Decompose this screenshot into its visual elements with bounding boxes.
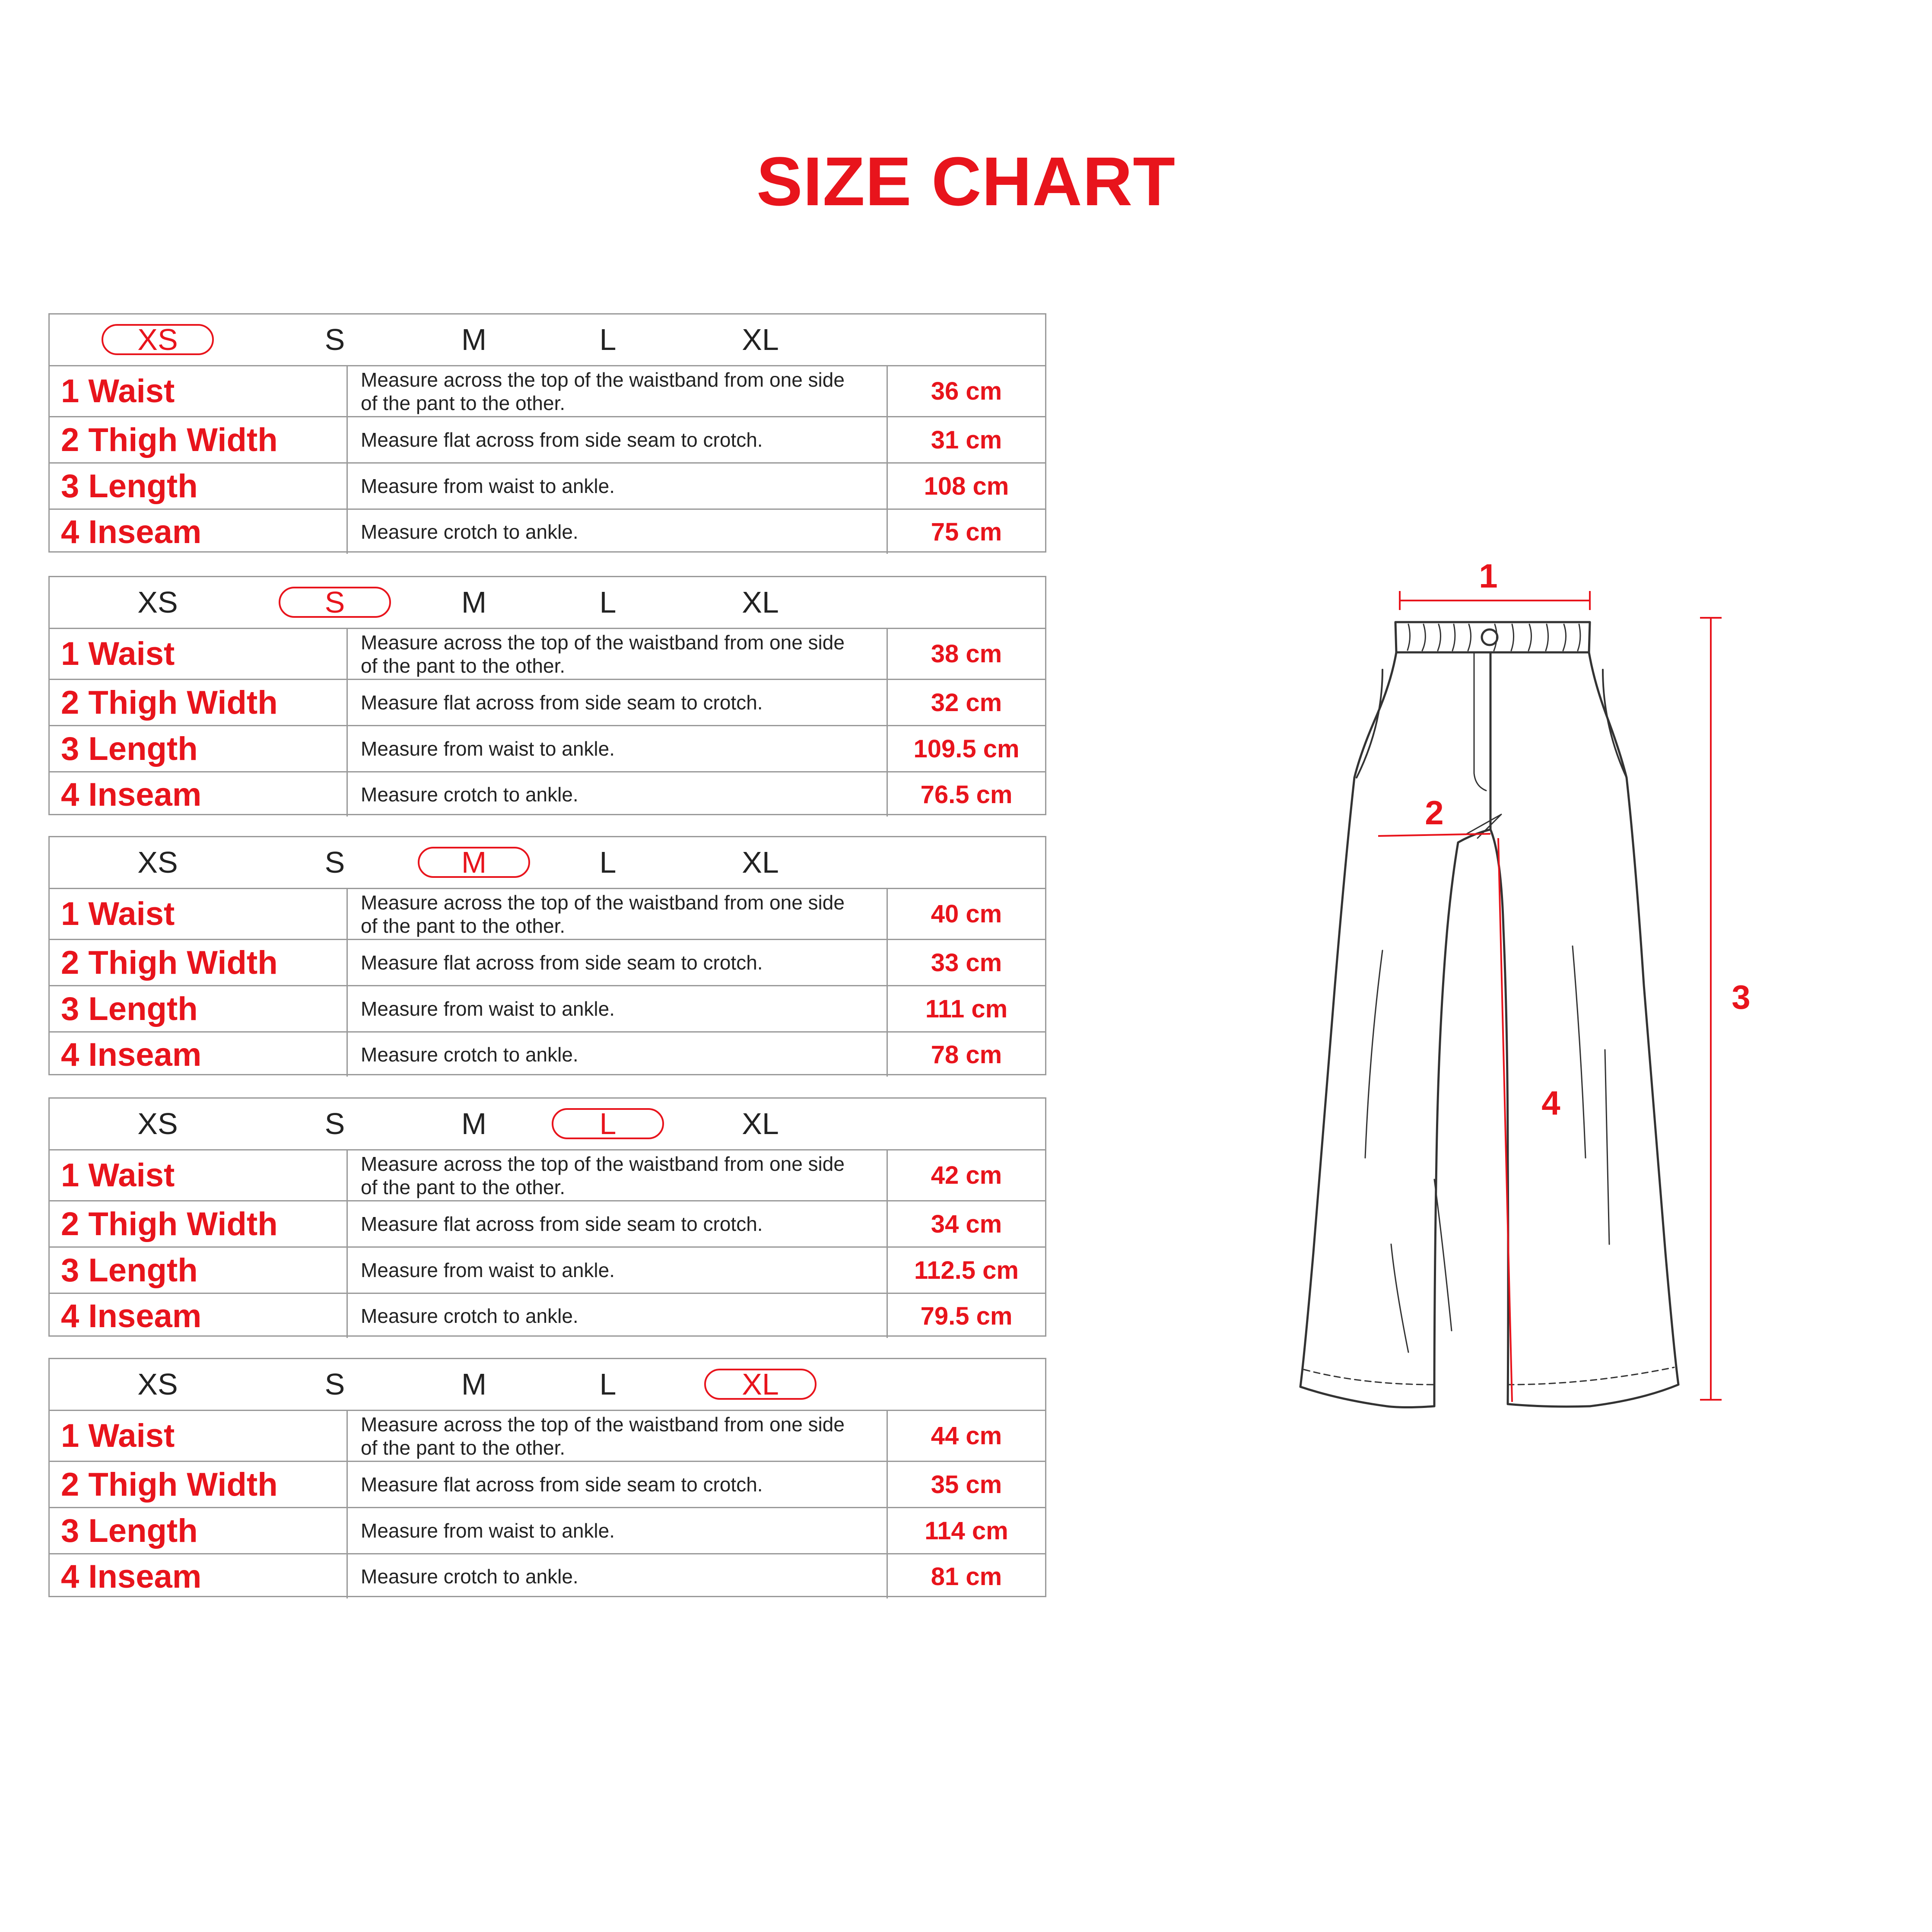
size-option-s[interactable]: S: [324, 1367, 345, 1401]
waistband-gathers: [1408, 624, 1580, 651]
measurement-description: Measure crotch to ankle.: [348, 1554, 888, 1598]
measurement-description: Measure flat across from side seam to crotch.: [348, 680, 888, 725]
size-option-m[interactable]: M: [461, 585, 487, 619]
label-3: 3: [1732, 978, 1751, 1016]
measurement-name: 2 Thigh Width: [50, 1462, 348, 1507]
measurement-description: Measure across the top of the waistband from one side of the pant to the other.: [348, 366, 888, 416]
measurement-name: 2 Thigh Width: [50, 417, 348, 462]
size-option-s[interactable]: S: [324, 1107, 345, 1141]
measurement-description: Measure from waist to ankle.: [348, 1248, 888, 1293]
measurement-description: Measure across the top of the waistband from one side of the pant to the other.: [348, 1150, 888, 1200]
size-option-xs[interactable]: XS: [137, 1367, 178, 1401]
measurement-value: 36 cm: [931, 377, 1002, 405]
size-option-xl[interactable]: XL: [742, 323, 779, 356]
size-selector-row: [50, 1099, 1045, 1150]
measurement-value: 81 cm: [931, 1562, 1002, 1591]
hem-stitch: [1304, 1367, 1674, 1385]
size-option-m[interactable]: M: [461, 1367, 487, 1401]
measurement-description: Measure flat across from side seam to crotch.: [348, 940, 888, 985]
table-row: [50, 1554, 1045, 1598]
measurement-description: Measure across the top of the waistband from one side of the pant to the other.: [348, 1411, 888, 1461]
measurement-name: 3 Length: [50, 726, 348, 771]
measurement-value: 34 cm: [931, 1210, 1002, 1238]
table-row: [50, 417, 1045, 464]
measurement-value: 109.5 cm: [913, 734, 1020, 763]
left-leg-outer: [1300, 652, 1396, 1406]
table-row: [50, 1033, 1045, 1077]
measurement-value: 75 cm: [931, 518, 1002, 546]
measurement-name: 1 Waist: [50, 889, 348, 939]
size-option-xs[interactable]: XS: [137, 585, 178, 619]
measurement-name: 3 Length: [50, 986, 348, 1031]
measurement-name: 3 Length: [50, 1248, 348, 1293]
measurement-value: 108 cm: [924, 472, 1009, 500]
table-row: [50, 889, 1045, 940]
measurement-value: 31 cm: [931, 426, 1002, 454]
measurement-name: 3 Length: [50, 464, 348, 508]
size-table-l: [48, 1097, 1046, 1337]
size-selector-row: [50, 315, 1045, 366]
measurement-description: Measure crotch to ankle.: [348, 1033, 888, 1077]
size-selector-row: [50, 577, 1045, 629]
measurement-value: 40 cm: [931, 900, 1002, 928]
table-row: [50, 1294, 1045, 1338]
table-row: [50, 940, 1045, 986]
size-option-xs[interactable]: XS: [137, 1107, 178, 1141]
size-table-xs: [48, 313, 1046, 553]
measurement-description: Measure from waist to ankle.: [348, 986, 888, 1031]
fly: [1474, 652, 1486, 791]
measure-lines: [1378, 591, 1722, 1402]
size-option-m[interactable]: M: [461, 323, 487, 356]
measurement-value: 35 cm: [931, 1470, 1002, 1499]
table-row: [50, 510, 1045, 554]
measurement-name: 1 Waist: [50, 629, 348, 679]
table-row: [50, 1248, 1045, 1294]
size-option-m[interactable]: M: [461, 1107, 487, 1141]
measurement-value: 32 cm: [931, 688, 1002, 717]
size-option-l[interactable]: L: [599, 1367, 616, 1401]
measurement-description: Measure from waist to ankle.: [348, 726, 888, 771]
size-option-l[interactable]: L: [552, 1108, 664, 1139]
measurement-description: Measure from waist to ankle.: [348, 1508, 888, 1553]
measurement-name: 4 Inseam: [50, 772, 348, 817]
table-row: [50, 1462, 1045, 1508]
measurement-description: Measure flat across from side seam to crotch.: [348, 417, 888, 462]
size-option-l[interactable]: L: [599, 585, 616, 619]
measurement-value: 76.5 cm: [920, 780, 1013, 809]
measurement-value: 33 cm: [931, 948, 1002, 977]
table-row: [50, 986, 1045, 1033]
measurement-value: 38 cm: [931, 640, 1002, 668]
size-option-m[interactable]: M: [418, 847, 530, 878]
fold-lines: [1365, 946, 1609, 1352]
measurement-name: 2 Thigh Width: [50, 1201, 348, 1246]
size-option-xl[interactable]: XL: [704, 1369, 817, 1400]
page-title: SIZE CHART: [756, 143, 1176, 220]
table-row: [50, 629, 1045, 680]
table-row: [50, 680, 1045, 726]
length-measure-line: [1700, 618, 1722, 1400]
label-4: 4: [1541, 1084, 1560, 1122]
size-option-xs[interactable]: XS: [102, 324, 214, 355]
table-row: [50, 1201, 1045, 1248]
size-table-xl: [48, 1358, 1046, 1597]
measurement-name: 4 Inseam: [50, 1294, 348, 1338]
size-option-xl[interactable]: XL: [742, 585, 779, 619]
size-selector-row: [50, 1359, 1045, 1411]
table-row: [50, 464, 1045, 510]
measurement-name: 1 Waist: [50, 1411, 348, 1461]
size-option-s[interactable]: S: [279, 587, 391, 618]
label-2: 2: [1425, 794, 1444, 832]
measurement-description: Measure crotch to ankle.: [348, 1294, 888, 1338]
measurement-name: 4 Inseam: [50, 1033, 348, 1077]
size-table-s: [48, 576, 1046, 815]
size-option-xl[interactable]: XL: [742, 1107, 779, 1141]
size-option-s[interactable]: S: [324, 845, 345, 879]
pants-outline: [1300, 622, 1678, 1408]
table-row: [50, 772, 1045, 817]
left-pocket: [1357, 670, 1382, 778]
measurement-name: 3 Length: [50, 1508, 348, 1553]
measurement-value: 114 cm: [925, 1516, 1008, 1545]
measurement-value: 78 cm: [931, 1040, 1002, 1069]
measurement-description: Measure crotch to ankle.: [348, 510, 888, 554]
size-option-s[interactable]: S: [324, 323, 345, 356]
size-table-m: [48, 836, 1046, 1075]
measurement-description: Measure crotch to ankle.: [348, 772, 888, 817]
measurement-value: 112.5 cm: [914, 1256, 1019, 1284]
table-row: [50, 366, 1045, 417]
measure-labels: [1425, 557, 1750, 1122]
measurement-name: 4 Inseam: [50, 510, 348, 554]
measurement-description: Measure across the top of the waistband from one side of the pant to the other.: [348, 629, 888, 679]
measurement-name: 1 Waist: [50, 366, 348, 416]
measurement-name: 1 Waist: [50, 1150, 348, 1200]
label-1: 1: [1479, 557, 1498, 595]
measurement-description: Measure from waist to ankle.: [348, 464, 888, 508]
size-option-l[interactable]: L: [599, 845, 616, 879]
measurement-description: Measure across the top of the waistband from one side of the pant to the other.: [348, 889, 888, 939]
measurement-value: 111 cm: [925, 995, 1008, 1023]
button-icon: [1482, 629, 1497, 645]
right-leg-outer: [1589, 652, 1678, 1406]
measurement-name: 2 Thigh Width: [50, 680, 348, 725]
table-row: [50, 1508, 1045, 1554]
measurement-description: Measure flat across from side seam to crotch.: [348, 1201, 888, 1246]
pants-diagram: [1253, 553, 1814, 1439]
table-row: [50, 726, 1045, 772]
measurement-name: 4 Inseam: [50, 1554, 348, 1598]
size-option-l[interactable]: L: [599, 323, 616, 356]
measurement-value: 42 cm: [931, 1161, 1002, 1189]
measurement-description: Measure flat across from side seam to crotch.: [348, 1462, 888, 1507]
table-row: [50, 1411, 1045, 1462]
table-row: [50, 1150, 1045, 1201]
size-option-xl[interactable]: XL: [742, 845, 779, 879]
measurement-name: 2 Thigh Width: [50, 940, 348, 985]
inseam-measure-line: [1498, 838, 1512, 1402]
measurement-value: 44 cm: [931, 1422, 1002, 1450]
measurement-value: 79.5 cm: [920, 1302, 1013, 1330]
size-option-xs[interactable]: XS: [137, 845, 178, 879]
size-selector-row: [50, 837, 1045, 889]
